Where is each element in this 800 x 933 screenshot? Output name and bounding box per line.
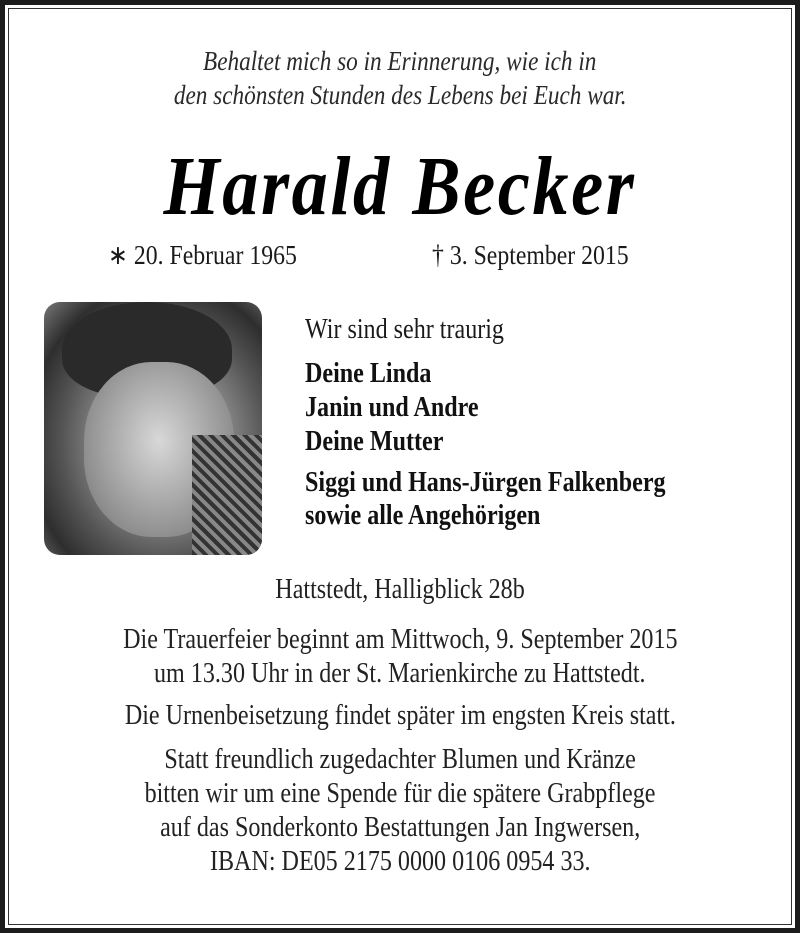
quote-line-1: [0, 46, 800, 77]
donation-line-1: [0, 744, 800, 776]
donation-text: auf das Sonderkonto Bestattungen Jan Ingwersen,: [159, 812, 641, 843]
mourner-3: Deine Mutter: [305, 426, 444, 457]
death-date: † 3. September 2015: [432, 240, 629, 270]
deceased-name: [0, 138, 800, 235]
address-text: Hattstedt, Halligblick 28b: [275, 574, 525, 605]
donation-text: Statt freundlich zugedachter Blumen und Kränze: [164, 744, 636, 775]
quote-line-2: [0, 80, 800, 111]
funeral-text: Die Trauerfeier beginnt am Mittwoch, 9. September 2015: [122, 624, 678, 655]
funeral-text: um 13.30 Uhr in der St. Marienkirche zu Hattstedt.: [154, 658, 646, 689]
quote-text: den schönsten Stunden des Lebens bei Euch war.: [173, 80, 627, 110]
address: [0, 574, 800, 606]
mourner-2: Janin und Andre: [305, 392, 479, 423]
quote-text: Behaltet mich so in Erinnerung, wie ich in: [203, 46, 597, 76]
iban-text: IBAN: DE05 2175 0000 0106 0954 33.: [209, 846, 591, 877]
portrait-photo: [44, 302, 262, 555]
funeral-line-2: [0, 658, 800, 690]
funeral-line-1: [0, 624, 800, 656]
urn-burial: [0, 700, 800, 732]
donation-line-2: [0, 778, 800, 810]
donation-iban: [0, 846, 800, 878]
name-text: Harald Becker: [163, 140, 637, 233]
mourner-1: Deine Linda: [305, 358, 432, 389]
donation-text: bitten wir um eine Spende für die spätere Grabpflege: [144, 778, 656, 809]
birth-date: ∗ 20. Februar 1965: [108, 240, 297, 270]
mourner-5: sowie alle Angehörigen: [305, 500, 541, 531]
donation-line-3: [0, 812, 800, 844]
mourners-intro: Wir sind sehr traurig: [305, 314, 504, 345]
urn-text: Die Urnenbeisetzung findet später im engsten Kreis statt.: [124, 700, 676, 731]
mourner-4: Siggi und Hans-Jürgen Falkenberg: [305, 467, 666, 498]
